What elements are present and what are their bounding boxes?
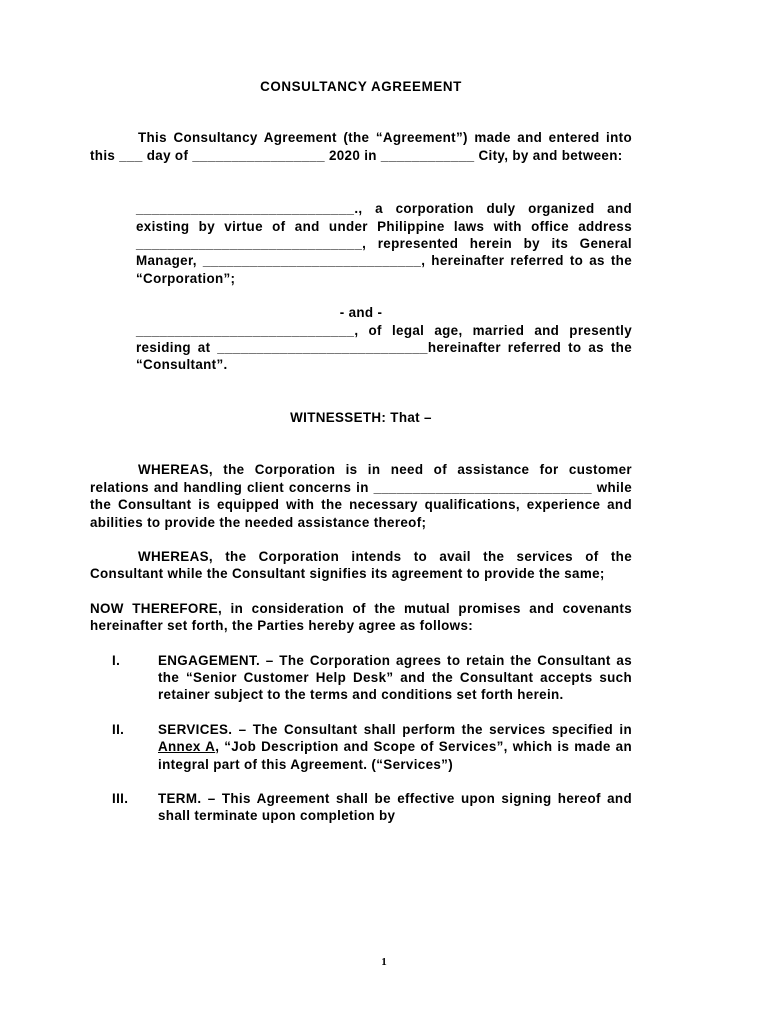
- clause-text: [158, 721, 632, 773]
- party-corporation-paragraph: ____________________________., a corporation duly organized and existing by virtue of and under Philippine laws with office address _____________________________, represented herein by its General Manager, ____________________________, hereinafter referred to as the “Corporation”;: [136, 201, 632, 286]
- document-body: [90, 78, 632, 825]
- party-consultant-paragraph: ____________________________, of legal age, married and presently residing at ___________________________hereinafter referred to as the “Consultant”.: [136, 322, 632, 373]
- clause-engagement: [90, 652, 632, 704]
- clause-text: TERM. – This Agreement shall be effective upon signing hereof and shall terminate upon completion by: [158, 790, 632, 824]
- clause-number: III.: [112, 790, 129, 806]
- intro-paragraph: This Consultancy Agreement (the “Agreement”) made and entered into this ___ day of _________________ 2020 in ____________ City, by and between:: [90, 130, 632, 163]
- document-title: CONSULTANCY AGREEMENT: [260, 79, 462, 94]
- clause-text-before-link: SERVICES. – The Consultant shall perform the services specified in: [158, 721, 632, 737]
- clause-services: [90, 721, 632, 773]
- now-therefore-paragraph: NOW THEREFORE, in consideration of the mutual promises and covenants hereinafter set forth, the Parties hereby agree as follows:: [90, 600, 632, 634]
- clause-term: [90, 790, 632, 825]
- page-number: 1: [381, 956, 387, 968]
- clause-number: II.: [112, 721, 125, 737]
- witnesseth-heading: WITNESSETH: That –: [290, 409, 432, 425]
- annex-a-link[interactable]: Annex A: [158, 739, 216, 755]
- whereas-paragraph-1: WHEREAS, the Corporation is in need of assistance for customer relations and handling client concerns in ____________________________ while the Consultant is equipped with the necessary qualifications, experience and abilities to provide the needed assistance thereof;: [90, 462, 632, 530]
- clause-text: ENGAGEMENT. – The Corporation agrees to retain the Consultant as the “Senior Customer Help Desk” and the Consultant accepts such retainer subject to the terms and conditions set forth herein.: [158, 652, 632, 703]
- whereas-paragraph-2: WHEREAS, the Corporation intends to avail the services of the Consultant while the Consultant signifies its agreement to provide the same;: [90, 548, 632, 582]
- clause-number: I.: [112, 652, 121, 668]
- and-separator: - and -: [339, 305, 383, 321]
- clause-text-after-link: , “Job Description and Scope of Services”, which is made an integral part of this Agreement. (“Services”): [158, 739, 632, 772]
